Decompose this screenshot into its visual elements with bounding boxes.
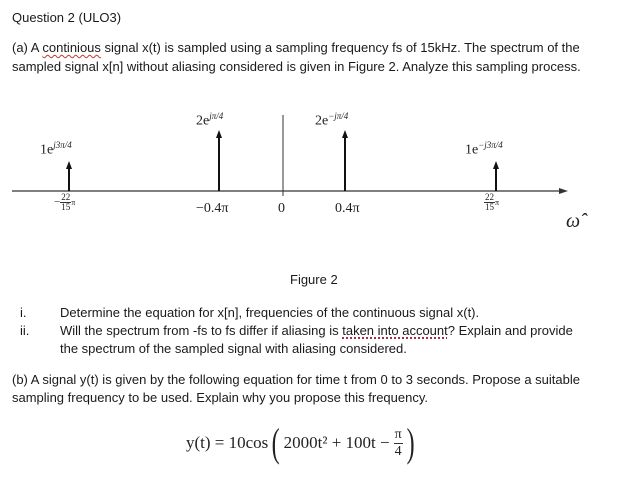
impulse-arrow-icon bbox=[66, 161, 72, 169]
origin-label: 0 bbox=[278, 201, 285, 216]
impulse-label: $2e^{j\pi/4}$ bbox=[196, 111, 224, 129]
part-a-line-2: sampled signal x[n] without aliasing considered is given in Figure 2. Analyze this sampling process. bbox=[12, 59, 581, 74]
pi-over-4: $\frac{\pi}{4}$ bbox=[394, 426, 402, 459]
right-paren: ) bbox=[406, 420, 415, 465]
axis-arrow-icon bbox=[559, 188, 568, 194]
tick-label: 0.4π bbox=[335, 201, 360, 216]
list-number: i. bbox=[20, 305, 27, 320]
grammar-flagged-phrase[interactable]: taken into account bbox=[342, 323, 448, 338]
impulse-label: $1e^{-j3\pi/4}$ bbox=[465, 140, 503, 158]
equation-inner: 2000t² + 100t − bbox=[283, 433, 390, 452]
tick-label: $\frac{22}{15}$ π bbox=[485, 192, 500, 212]
sub-item-ii-line-2: the spectrum of the sampled signal with aliasing considered. bbox=[60, 341, 407, 356]
equation-y-t bbox=[186, 420, 417, 466]
part-a-text: signal x(t) is sampled using a sampling frequency fs of 15kHz. The spectrum of the bbox=[100, 40, 580, 55]
sub-item-text: Will the spectrum from -fs to fs differ if aliasing is bbox=[60, 323, 343, 338]
impulse-arrow-icon bbox=[216, 130, 222, 138]
question-title: Question 2 (ULO3) bbox=[12, 10, 122, 25]
impulse-label: $1e^{j3\pi/4}$ bbox=[40, 140, 72, 158]
part-a-text: (a) A bbox=[12, 40, 43, 55]
part-b-line-2: sampling frequency to be used. Explain why you propose this frequency. bbox=[12, 390, 428, 405]
left-paren: ( bbox=[271, 420, 280, 465]
impulse-arrow-icon bbox=[493, 161, 499, 169]
omega-hat-axis-label: ω̂ bbox=[566, 210, 581, 232]
part-a-line-1 bbox=[12, 38, 580, 57]
impulse-arrow-icon bbox=[342, 130, 348, 138]
sub-item-text: ? Explain and provide bbox=[447, 323, 573, 338]
impulse-label: $2e^{-j\pi/4}$ bbox=[315, 111, 349, 129]
sub-item-i-text: Determine the equation for x[n], frequencies of the continuous signal x(t). bbox=[60, 305, 480, 320]
misspelled-word[interactable]: continious bbox=[42, 40, 101, 55]
figure-2 bbox=[0, 100, 629, 240]
figure-caption: Figure 2 bbox=[290, 272, 338, 287]
tick-label: − $\frac{22}{15}$ π bbox=[54, 192, 76, 212]
part-b-line-1: (b) A signal y(t) is given by the following equation for time t from 0 to 3 seconds. Propose a suitable bbox=[12, 372, 580, 387]
equation-lhs: y(t) = 10cos bbox=[186, 433, 269, 452]
list-number: ii. bbox=[20, 323, 30, 338]
tick-label: −0.4π bbox=[196, 201, 229, 216]
sub-item-ii-line-1 bbox=[60, 321, 573, 340]
